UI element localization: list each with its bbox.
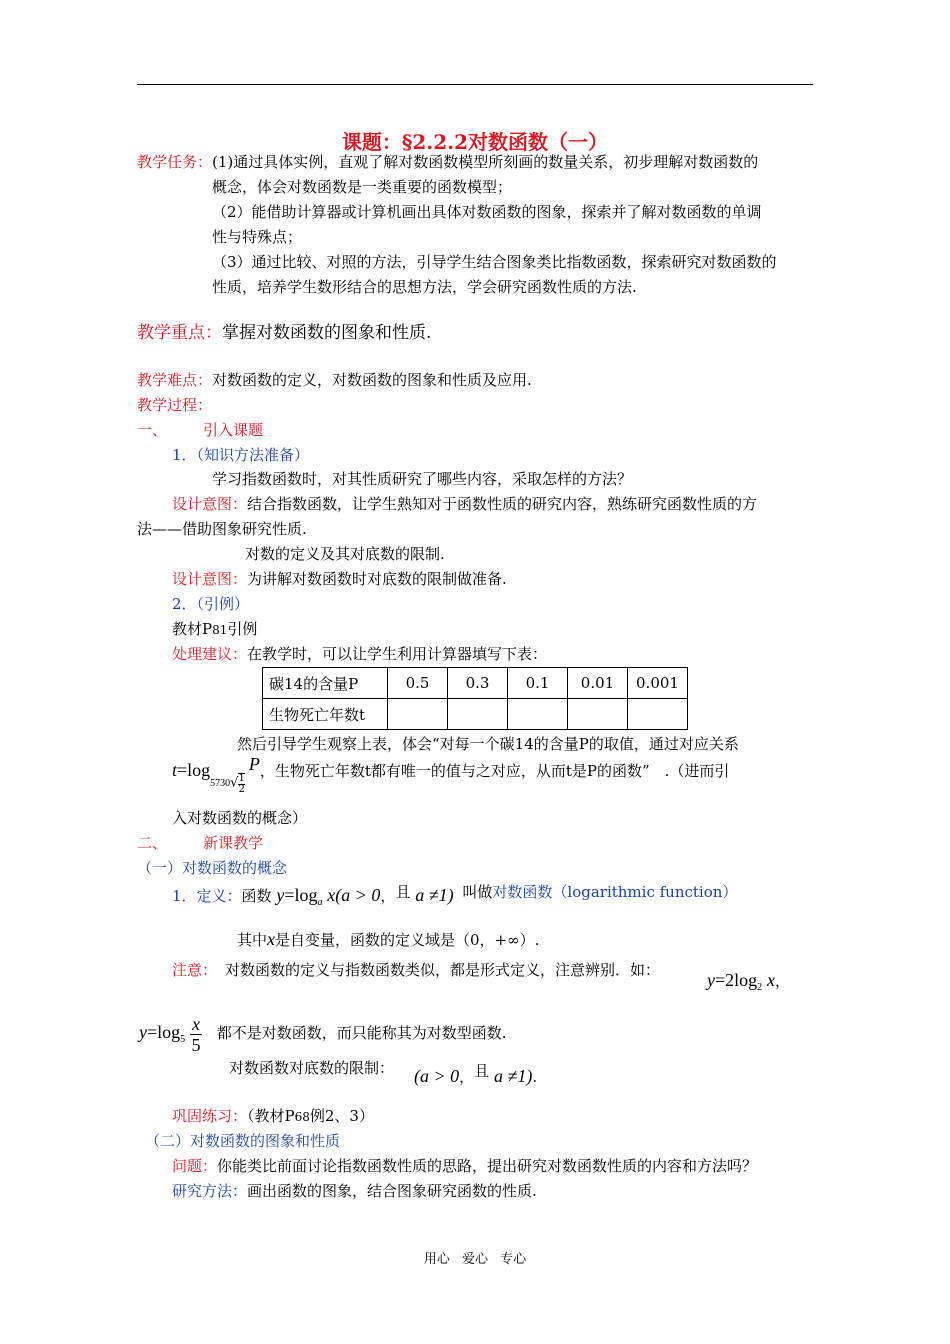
ex2-base: 5 xyxy=(180,1034,186,1045)
table-cell: 0.001 xyxy=(628,668,688,699)
task-3-line-1: （3）通过比较、对照的方法，引导学生结合图象类比指数函数，探索研究对数函数的 xyxy=(212,253,777,271)
section-2-title: 新课教学 xyxy=(203,834,264,852)
domain-pre: 其中 xyxy=(237,931,268,949)
formula-root-den: 2 xyxy=(238,783,245,795)
top-rule xyxy=(137,84,813,85)
practice-pre: （教材P xyxy=(247,1107,295,1125)
domain-line xyxy=(237,929,539,950)
task-1-line-1: (1)通过具体实例，直观了解对数函数模型所刻画的数量关系，初步理解对数函数的 xyxy=(212,153,759,171)
practice-line xyxy=(172,1106,374,1127)
ex2-num: x xyxy=(191,1013,200,1034)
intent-1-text: 结合指数函数，让学生熟知对于函数性质的研究内容，熟练研究函数性质的方 xyxy=(247,495,758,513)
def-term: 对数函数（logarithmic function） xyxy=(492,883,738,901)
method-label: 研究方法： xyxy=(172,1182,248,1200)
intent-1-label: 设计意图： xyxy=(172,495,248,513)
question-label: 问题： xyxy=(172,1157,218,1175)
note-line xyxy=(172,960,660,980)
focus-label: 教学重点： xyxy=(137,323,222,343)
section-1-title: 引入课题 xyxy=(203,421,264,439)
question-line xyxy=(172,1156,757,1176)
table-row xyxy=(263,668,688,699)
formula-root-num: 1 xyxy=(238,772,245,784)
def-comma: ， xyxy=(380,887,396,905)
ex1-x: x xyxy=(766,970,775,990)
difficulty-line xyxy=(137,370,532,390)
difficulty-text: 对数函数的定义，对数函数的图象和性质及应用. xyxy=(212,371,532,389)
method-line xyxy=(172,1181,537,1201)
limit-pre: 对数函数对底数的限制： xyxy=(229,1059,395,1077)
ex1-log: =2log xyxy=(715,970,758,990)
ex2-y: y xyxy=(139,1022,147,1042)
section-1-number: 一、 xyxy=(137,421,168,439)
task-1-line-2: 概念，体会对数函数是一类重要的函数模型； xyxy=(212,178,513,196)
process-label: 教学过程： xyxy=(137,396,213,414)
definition-line xyxy=(172,885,737,909)
ex2-den: 5 xyxy=(191,1034,201,1055)
ex2-log: =log xyxy=(147,1022,181,1042)
def-qie: 且 xyxy=(395,883,411,901)
table-row xyxy=(263,699,688,730)
section-2-number: 二、 xyxy=(137,834,168,852)
table-cell: 0.01 xyxy=(568,668,628,699)
table-cell xyxy=(388,699,448,730)
task-3-line-2: 性质，培养学生数形结合的思想方法，学会研究函数性质的方法. xyxy=(212,278,637,296)
guide-line-2: ，生物死亡年数t都有唯一的值与之对应，从而t是P的函数” .（进而引 xyxy=(259,762,730,780)
question-1: 学习指数函数时，对其性质研究了哪些内容，采取怎样的方法？ xyxy=(212,470,633,488)
note-text: 对数函数的定义与指数函数类似，都是形式定义，注意辨别．如： xyxy=(225,961,661,979)
table-cell xyxy=(628,699,688,730)
def-base: a xyxy=(317,897,323,908)
task-2-line-1: （2）能借助计算器或计算机画出具体对数函数的图象，探索并了解对数函数的单调 xyxy=(212,203,762,221)
example-label: 2．（引例） xyxy=(172,595,250,613)
limit-formula xyxy=(414,1062,538,1087)
tasks-label: 教学任务： xyxy=(137,153,213,171)
guide-line-1: 然后引导学生观察上表，体会“对每一个碳14的含量P的取值，通过对应关系 xyxy=(237,735,739,753)
formula-t: t xyxy=(172,760,178,780)
ex1-y: y xyxy=(707,970,715,990)
carbon-table xyxy=(262,667,688,730)
practice-label: 巩固练习： xyxy=(172,1107,248,1125)
difficulty-label: 教学难点： xyxy=(137,371,213,389)
suggest-label: 处理建议： xyxy=(172,645,248,663)
limit-qie: 且 xyxy=(474,1062,490,1080)
question-2: 对数的定义及其对底数的限制. xyxy=(245,545,445,563)
def-y: y xyxy=(276,885,285,905)
table-cell xyxy=(568,699,628,730)
table-cell: 生物死亡年数t xyxy=(263,699,388,730)
page-footer: 用心 爱心 专心 xyxy=(423,1252,527,1267)
guide-line-3: 入对数函数的概念） xyxy=(172,809,308,827)
task-2-line-2: 性与特殊点； xyxy=(212,228,303,246)
definition-label: 1．定义： xyxy=(172,887,242,905)
ex2-text: 都不是对数函数，而只能称其为对数型函数. xyxy=(216,1024,507,1042)
subsection-1-title: （一）对数函数的概念 xyxy=(137,859,288,877)
ex1-comma: ， xyxy=(774,972,790,990)
limit-cond: (a > 0 xyxy=(414,1066,460,1086)
note-example-1 xyxy=(707,970,790,994)
page-title: 课题：§2.2.2对数函数（一） xyxy=(341,130,609,154)
def-called: 叫做 xyxy=(462,883,493,901)
note-example-2 xyxy=(139,1008,507,1056)
table-cell: 碳14的含量P xyxy=(263,668,388,699)
limit-end: . xyxy=(532,1068,538,1086)
def-x: x xyxy=(327,885,336,905)
intent-1-line-2: 法——借助图象研究性质. xyxy=(137,520,307,538)
table-cell xyxy=(448,699,508,730)
textbook-ref xyxy=(172,619,257,640)
textbook-ref-page: 81 xyxy=(212,623,228,637)
domain-x: x xyxy=(267,929,276,949)
question-text: 你能类比前面讨论指数函数性质的思路，提出研究对数函数性质的内容和方法吗？ xyxy=(217,1157,758,1175)
ex2-fraction xyxy=(190,1014,202,1055)
textbook-ref-post: 引例 xyxy=(227,620,258,638)
limit-cond-2: a ≠1) xyxy=(493,1066,533,1086)
note-label: 注意： xyxy=(172,961,218,979)
def-log: =log xyxy=(284,885,318,905)
method-text: 画出函数的图象，结合图象研究函数的性质. xyxy=(247,1182,537,1200)
textbook-ref-pre: 教材P xyxy=(172,620,213,638)
table-cell: 0.3 xyxy=(448,668,508,699)
table-cell: 0.5 xyxy=(388,668,448,699)
domain-text: 是自变量，函数的定义域是（0，+∞）. xyxy=(275,931,540,949)
practice-page: 68 xyxy=(294,1110,310,1124)
focus-text: 掌握对数函数的图象和性质. xyxy=(222,323,432,343)
definition-pre: 函数 xyxy=(241,887,272,905)
def-cond-2: a ≠1) xyxy=(415,885,454,905)
intent-2-label: 设计意图： xyxy=(172,570,248,588)
ex1-base: 2 xyxy=(757,982,763,993)
suggest-line xyxy=(172,644,547,664)
guide-formula-line xyxy=(172,754,730,800)
limit-comma: ， xyxy=(459,1068,475,1086)
intent-1-line-1 xyxy=(172,494,757,514)
table-cell: 0.1 xyxy=(508,668,568,699)
suggest-text: 在教学时，可以让学生利用计算器填写下表： xyxy=(247,645,548,663)
intent-2-line xyxy=(172,569,507,589)
knowledge-label: 1．（知识方法准备） xyxy=(172,446,310,464)
formula-log: =log xyxy=(177,760,211,780)
table-cell xyxy=(508,699,568,730)
intent-2-text: 为讲解对数函数时对底数的限制做准备. xyxy=(247,570,507,588)
formula-base: 5730 xyxy=(210,778,231,789)
focus-line xyxy=(137,323,431,343)
practice-post: 例2、3） xyxy=(309,1107,374,1125)
def-cond: (a > 0 xyxy=(335,885,381,905)
formula-p: P xyxy=(248,754,260,774)
formula-root: √ $\frac{1}{2}$ xyxy=(230,772,245,795)
subsection-2-title: （二）对数函数的图象和性质 xyxy=(145,1132,341,1150)
